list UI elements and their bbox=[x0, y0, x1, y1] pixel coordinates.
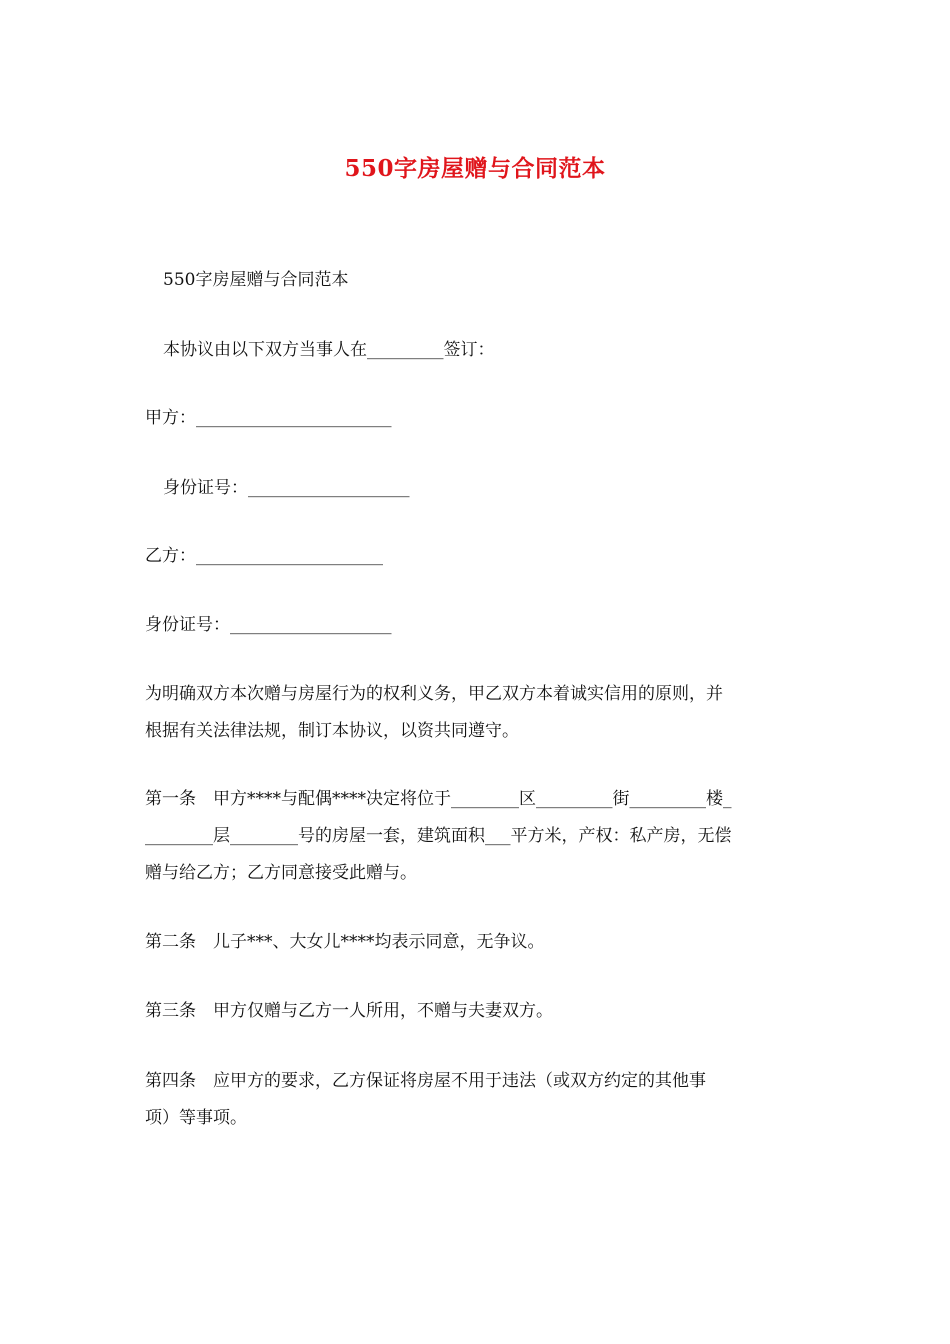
paragraph-line: 第三条 甲方仅赠与乙方一人所用，不赠与夫妻双方。 bbox=[145, 1001, 553, 1021]
paragraph-line: 赠与给乙方；乙方同意接受此赠与。 bbox=[145, 863, 417, 883]
party-b-field: 乙方：______________________ bbox=[145, 546, 383, 566]
paragraph-line: ________层________号的房屋一套，建筑面积___平方米，产权：私产房，无偿 bbox=[145, 826, 732, 846]
paragraph-line: 第二条 儿子***、大女儿****均表示同意，无争议。 bbox=[145, 932, 545, 952]
article-3 bbox=[145, 993, 810, 1030]
article-4 bbox=[145, 1063, 810, 1137]
document-subtitle: 550字房屋赠与合同范本 bbox=[163, 270, 349, 290]
party-a-field: 甲方：_______________________ bbox=[145, 408, 392, 428]
article-2 bbox=[145, 924, 810, 961]
party-b-id-field: 身份证号：___________________ bbox=[145, 615, 392, 635]
document-title: 550字房屋赠与合同范本 bbox=[344, 155, 606, 182]
agreement-intro: 本协议由以下双方当事人在_________签订： bbox=[163, 340, 495, 360]
article-1 bbox=[145, 781, 810, 892]
party-a-id-field: 身份证号：___________________ bbox=[163, 478, 410, 498]
paragraph-line: 根据有关法律法规，制订本协议，以资共同遵守。 bbox=[145, 721, 519, 741]
paragraph-line: 第四条 应甲方的要求，乙方保证将房屋不用于违法（或双方约定的其他事 bbox=[145, 1071, 706, 1091]
paragraph-line: 第一条 甲方****与配偶****决定将位于________区_________街_________楼_ bbox=[145, 789, 732, 809]
paragraph-line: 为明确双方本次赠与房屋行为的权利义务，甲乙双方本着诚实信用的原则，并 bbox=[145, 684, 723, 704]
purpose-paragraph bbox=[145, 676, 810, 750]
paragraph-line: 项）等事项。 bbox=[145, 1108, 247, 1128]
